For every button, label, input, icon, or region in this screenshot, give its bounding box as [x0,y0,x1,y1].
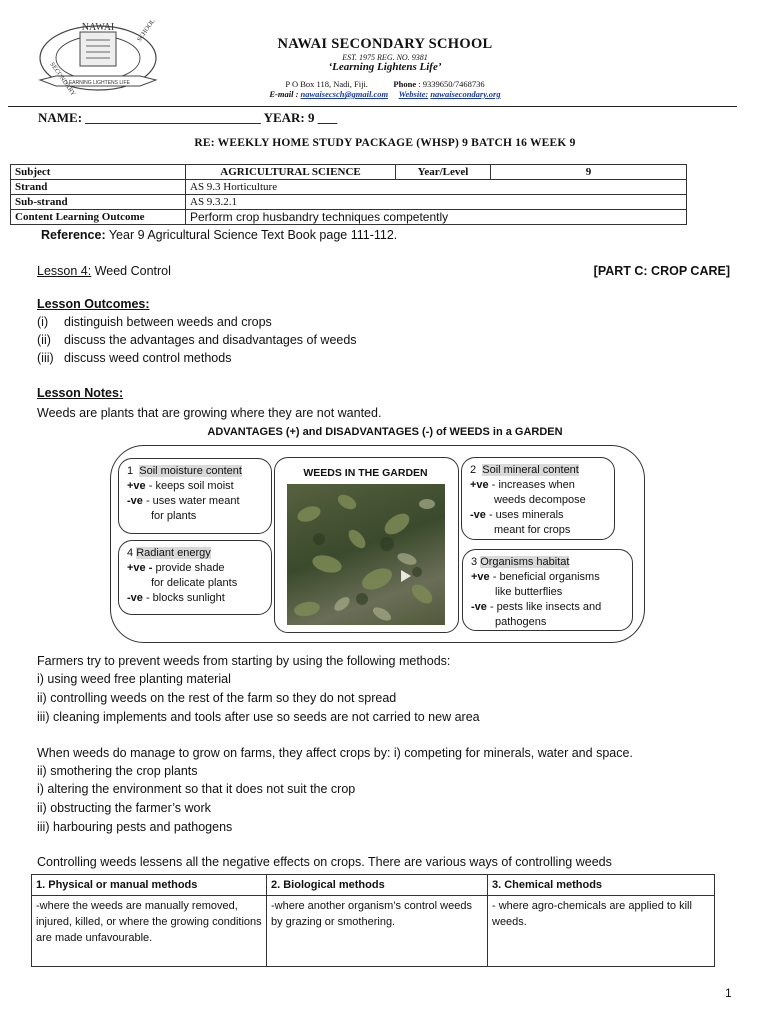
outcome-item: (iii) discuss weed control methods [37,351,232,365]
lesson-name: Weed Control [91,264,171,278]
control-methods-table [31,874,715,967]
table-row [11,210,687,225]
weeds-photo-label: WEEDS IN THE GARDEN [303,467,428,479]
outcome-item: (i) distinguish between weeds and crops [37,315,272,329]
outcomes-heading: Lesson Outcomes: [37,297,150,311]
school-name: NAWAI SECONDARY SCHOOL [277,36,493,52]
substrand-value: AS 9.3.2.1 [186,195,687,210]
prevention-item: i) using weed free planting material [37,672,231,686]
substrand-label: Sub-strand [11,195,186,210]
lesson-title [37,262,171,281]
effects-item: ii) obstructing the farmer’s work [37,801,211,815]
school-logo [36,20,160,100]
prevention-item: iii) cleaning implements and tools after use so seeds are not carried to new area [37,710,480,724]
phone-label: Phone [393,79,417,89]
reference-text: Year 9 Agricultural Science Text Book page 111-112. [105,228,398,242]
method-desc-physical: -where the weeds are manually removed, injured, killed, or where the growing conditions are made unfavourable. [32,896,267,967]
table-row [11,195,687,210]
logo-left-text: SECONDARY [48,61,77,98]
weeds-garden-photo [287,484,445,625]
phone-number: : 9339650/7468736 [418,79,485,89]
outcome-item: (ii) discuss the advantages and disadvantages of weeds [37,333,357,347]
weeds-image-icon [287,484,445,625]
effects-item: iii) harbouring pests and pathogens [37,820,233,834]
method-header-biological: 2. Biological methods [267,875,488,896]
method-desc-biological: -where another organism’s control weeds by grazing or smothering. [267,896,488,967]
website-label: Website: [398,89,429,99]
student-details-line [38,110,337,126]
effects-intro: When weeds do manage to grow on farms, they affect crops by: i) competing for minerals, water and space. [37,746,633,760]
box-title: Soil moisture content [139,465,242,477]
subject-info-table [10,164,687,225]
weed-definition: Weeds are plants that are growing where they are not wanted. [37,406,382,420]
strand-value: AS 9.3 Horticulture [186,180,687,195]
website-link[interactable]: nawaisecondary.org [430,89,501,99]
name-blank[interactable]: ___________________________ [85,110,261,125]
diagram-title: ADVANTAGES (+) and DISADVANTAGES (-) of WEEDS in a GARDEN [207,426,563,438]
year-label: YEAR: 9 [263,110,315,125]
subject-label: Subject [11,165,186,180]
logo-top-text: NAWAI [81,22,115,33]
subject-value: AGRICULTURAL SCIENCE [186,165,396,180]
reference-line [41,226,397,245]
diagram-box-organisms-habitat: 3 Organisms habitat +ve - beneficial organisms like butterflies -ve - pests like insects and pathogens [462,549,633,631]
address: P O Box 118, Nadi, Fiji. [285,79,368,89]
name-label: NAME: [38,110,83,125]
reference-label: Reference: [41,228,106,242]
lesson-label: Lesson 4: [37,264,92,278]
notes-heading: Lesson Notes: [37,386,124,400]
header-divider [8,106,737,107]
email-link[interactable]: nawaisecsch@gmail.com [300,89,389,99]
email-label: E-mail : [269,89,299,99]
prevention-item: ii) controlling weeds on the rest of the farm so they do not spread [37,691,397,705]
outcome-label: Content Learning Outcome [11,210,186,225]
page-number: 1 [725,986,732,1000]
table-row [32,896,715,967]
year-level-label: Year/Level [396,165,491,180]
establishment-line: EST. 1975 REG. NO. 9381 [342,53,428,62]
contact-line [150,79,620,89]
logo-right-text: SCHOOL [135,20,157,44]
table-row [11,180,687,195]
email-website-line [150,89,620,99]
prevention-intro: Farmers try to prevent weeds from starting by using the following methods: [37,654,451,668]
outcome-value: Perform crop husbandry techniques competently [186,210,687,225]
method-header-physical: 1. Physical or manual methods [32,875,267,896]
table-header-row [32,875,715,896]
diagram-box-soil-moisture: 1 Soil moisture content +ve - keeps soil moist -ve - uses water meant for plants [118,458,272,534]
year-level-value: 9 [491,165,687,180]
box-title: Organisms habitat [480,556,570,568]
box-title: Radiant energy [136,547,211,559]
year-blank[interactable]: ___ [317,110,338,125]
diagram-box-soil-mineral: 2 Soil mineral content +ve - increases when weeds decompose -ve - uses minerals meant for crops [461,457,615,540]
lesson-part: [PART C: CROP CARE] [593,264,730,278]
logo-ribbon-text: LEARNING LIGHTENS LIFE [66,80,130,86]
box-title: Soil mineral content [482,464,579,476]
control-intro: Controlling weeds lessens all the negative effects on crops. There are various ways of controlling weeds [37,855,612,869]
effects-item: i) altering the environment so that it does not suit the crop [37,782,356,796]
school-crest-icon [36,20,160,100]
method-desc-chemical: - where agro-chemicals are applied to kill weeds. [488,896,715,967]
table-row [11,165,687,180]
package-title: RE: WEEKLY HOME STUDY PACKAGE (WHSP) 9 BATCH 16 WEEK 9 [194,137,576,149]
effects-item: ii) smothering the crop plants [37,764,198,778]
method-header-chemical: 3. Chemical methods [488,875,715,896]
school-motto: ‘Learning Lightens Life’ [328,61,442,73]
diagram-box-radiant-energy: 4 Radiant energy +ve - provide shade for delicate plants -ve - blocks sunlight [118,540,272,615]
strand-label: Strand [11,180,186,195]
